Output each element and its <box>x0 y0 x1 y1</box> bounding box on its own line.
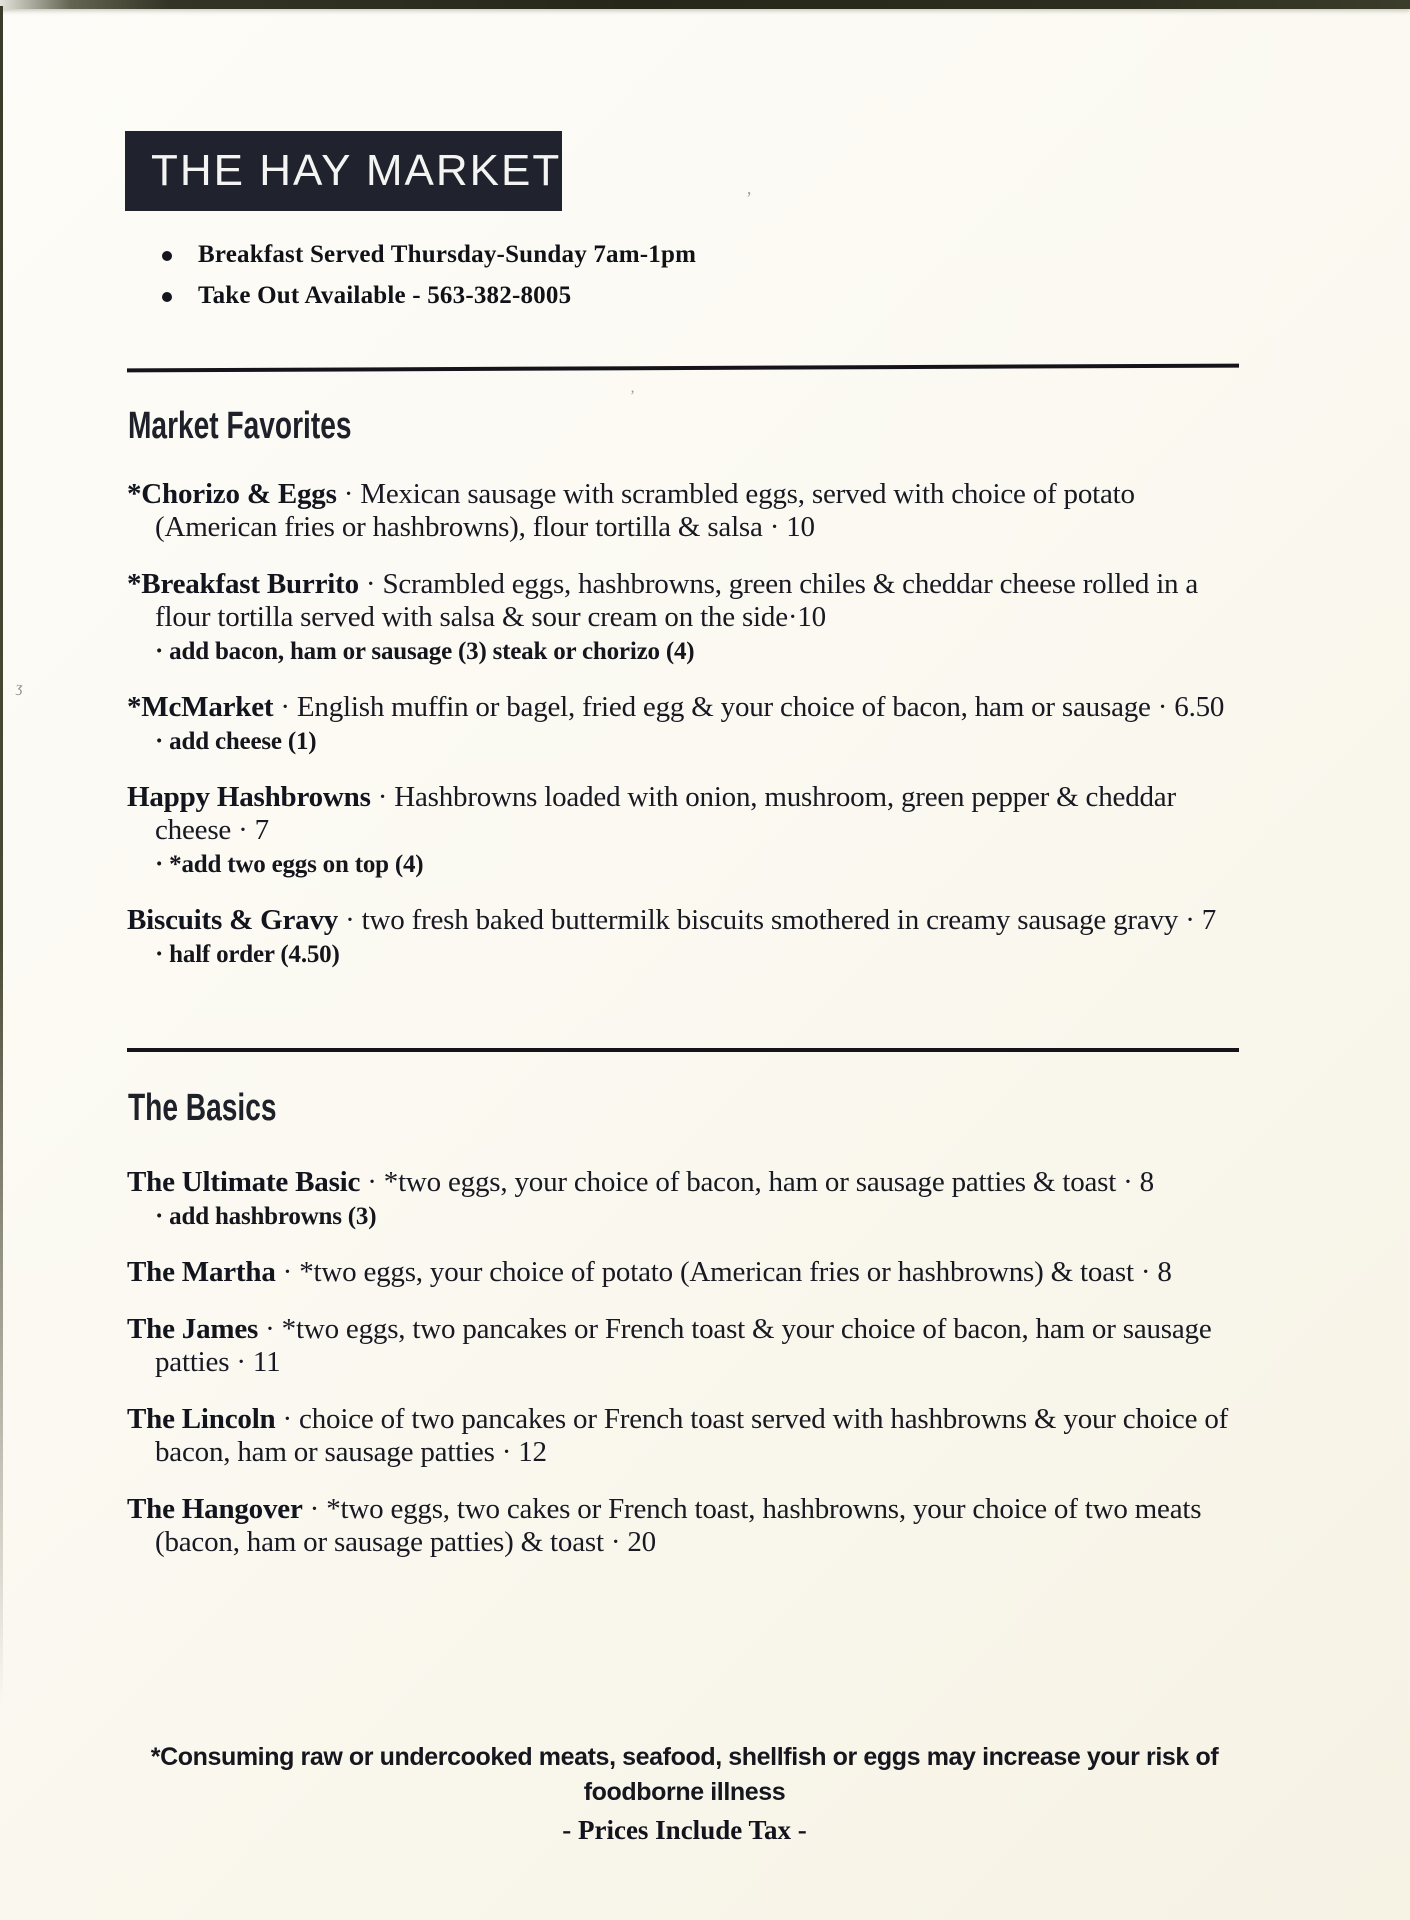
menu-item-name: *Chorizo & Eggs <box>127 478 337 510</box>
section-heading-market-favorites: Market Favorites <box>128 405 352 447</box>
menu-item-name: The Hangover <box>127 1493 303 1525</box>
menu-item <box>127 781 1242 880</box>
menu-item-name: The James <box>127 1313 259 1345</box>
menu-item-price: 12 <box>518 1436 547 1468</box>
menu-item <box>127 1493 1242 1559</box>
menu-item-line: *Chorizo & Eggs · Mexican sausage with scrambled eggs, served with choice of potato (American fries or hashbrowns), flour tortilla & salsa · 10 <box>127 478 1135 543</box>
menu-item-name: *Breakfast Burrito <box>127 568 359 600</box>
menu-section-market-favorites <box>127 478 1242 994</box>
menu-item-line: *Breakfast Burrito · Scrambled eggs, hashbrowns, green chiles & cheddar cheese rolled in a flour tortilla served with salsa & sour cream on the side·10 <box>127 568 1199 633</box>
info-bullet-row <box>162 241 696 282</box>
menu-item-price: 10 <box>786 511 815 543</box>
bullet-icon <box>162 251 172 261</box>
menu-item-description: *two eggs, your choice of potato (American fries or hashbrowns) & toast <box>299 1256 1134 1288</box>
menu-item-description: Hashbrowns loaded with onion, mushroom, green pepper & cheddar cheese <box>155 781 1176 846</box>
menu-item-line: Happy Hashbrowns · Hashbrowns loaded with onion, mushroom, green pepper & cheddar cheese · 7 <box>127 781 1176 846</box>
menu-item-description: two fresh baked buttermilk biscuits smothered in creamy sausage gravy <box>361 904 1179 936</box>
section-divider <box>127 1048 1239 1052</box>
menu-item <box>127 1313 1242 1379</box>
bullet-icon <box>162 292 172 302</box>
restaurant-title: THE HAY MARKET <box>151 146 562 195</box>
info-bullet-list <box>162 241 696 323</box>
menu-item-price: 7 <box>254 814 269 846</box>
menu-item-line: *McMarket · English muffin or bagel, fried egg & your choice of bacon, ham or sausage · 6.50 <box>127 691 1225 723</box>
menu-item-price: 8 <box>1139 1166 1154 1198</box>
menu-item-line: Biscuits & Gravy · two fresh baked buttermilk biscuits smothered in creamy sausage gravy · 7 <box>127 904 1217 936</box>
menu-item-line: The James · *two eggs, two pancakes or French toast & your choice of bacon, ham or sausage patties · 11 <box>127 1313 1212 1378</box>
menu-item-name: The Martha <box>127 1256 276 1288</box>
menu-item-price: 10 <box>797 601 826 633</box>
menu-item <box>127 1403 1242 1469</box>
menu-item-name: Biscuits & Gravy <box>127 904 339 936</box>
menu-item-name: The Lincoln <box>127 1403 276 1435</box>
menu-item-note: · add hashbrowns (3) <box>155 1203 377 1230</box>
menu-item-description: *two eggs, two pancakes or French toast & your choice of bacon, ham or sausage patties <box>155 1313 1212 1378</box>
consumer-advisory-line-2: foodborne illness <box>583 1778 786 1806</box>
tax-note: - Prices Include Tax - <box>562 1815 807 1845</box>
menu-item-name: *McMarket <box>127 691 274 723</box>
info-bullet-row <box>162 282 696 323</box>
menu-item <box>127 904 1242 970</box>
menu-item-description: *two eggs, your choice of bacon, ham or sausage patties & toast <box>383 1166 1117 1198</box>
menu-item-note: · add cheese (1) <box>155 728 317 755</box>
menu-footer <box>127 1740 1242 1848</box>
scan-speck: ’ <box>630 388 635 404</box>
scan-speck: ’ <box>746 188 752 208</box>
menu-item-price: 6.50 <box>1174 691 1225 723</box>
menu-item <box>127 478 1242 544</box>
menu-item-price: 11 <box>252 1346 281 1378</box>
menu-item-note: · add bacon, ham or sausage (3) steak or chorizo (4) <box>155 638 695 665</box>
menu-item-price: 7 <box>1201 904 1217 936</box>
menu-item-note: · half order (4.50) <box>155 941 340 968</box>
menu-item <box>127 1166 1242 1232</box>
scan-speck: ʒ <box>14 679 24 697</box>
menu-item-description: *two eggs, two cakes or French toast, hashbrowns, your choice of two meats (bacon, ham or sausage patties) & toast <box>155 1493 1202 1558</box>
menu-item <box>127 691 1242 757</box>
menu-item-price: 8 <box>1157 1256 1172 1288</box>
menu-item-line: The Martha · *two eggs, your choice of potato (American fries or hashbrowns) & toast · 8 <box>127 1256 1172 1288</box>
menu-item <box>127 568 1242 667</box>
restaurant-title-banner <box>125 131 562 211</box>
consumer-advisory-line-1: *Consuming raw or undercooked meats, seafood, shellfish or eggs may increase your risk of <box>150 1743 1219 1771</box>
menu-item-price: 20 <box>627 1526 656 1558</box>
menu-item-name: The Ultimate Basic <box>127 1166 361 1198</box>
section-divider <box>127 364 1239 373</box>
menu-item <box>127 1256 1242 1289</box>
info-bullet-text: Take Out Available - 563-382-8005 <box>198 282 572 309</box>
section-heading-the-basics: The Basics <box>128 1087 277 1129</box>
menu-item-note: · *add two eggs on top (4) <box>155 851 424 878</box>
menu-item-line: The Ultimate Basic · *two eggs, your choice of bacon, ham or sausage patties & toast · 8 <box>127 1166 1154 1198</box>
menu-item-description: choice of two pancakes or French toast served with hashbrowns & your choice of bacon, ham or sausage patties <box>155 1403 1229 1468</box>
menu-item-description: Mexican sausage with scrambled eggs, served with choice of potato (American fries or hashbrowns), flour tortilla & salsa <box>155 478 1135 543</box>
info-bullet-text: Breakfast Served Thursday-Sunday 7am-1pm <box>198 241 697 268</box>
menu-item-line: The Lincoln · choice of two pancakes or French toast served with hashbrowns & your choice of bacon, ham or sausage patties · 12 <box>127 1403 1229 1468</box>
scan-edge-left <box>0 6 3 1706</box>
menu-section-the-basics <box>127 1166 1242 1583</box>
menu-item-line: The Hangover · *two eggs, two cakes or French toast, hashbrowns, your choice of two meats (bacon, ham or sausage patties) & toast · 20 <box>127 1493 1202 1558</box>
menu-item-name: Happy Hashbrowns <box>127 781 371 813</box>
menu-item-description: English muffin or bagel, fried egg & your choice of bacon, ham or sausage <box>296 691 1151 723</box>
scan-edge-top <box>0 0 1410 9</box>
menu-item-description: Scrambled eggs, hashbrowns, green chiles & cheddar cheese rolled in a flour tortilla served with salsa & sour cream on the side <box>155 568 1199 633</box>
